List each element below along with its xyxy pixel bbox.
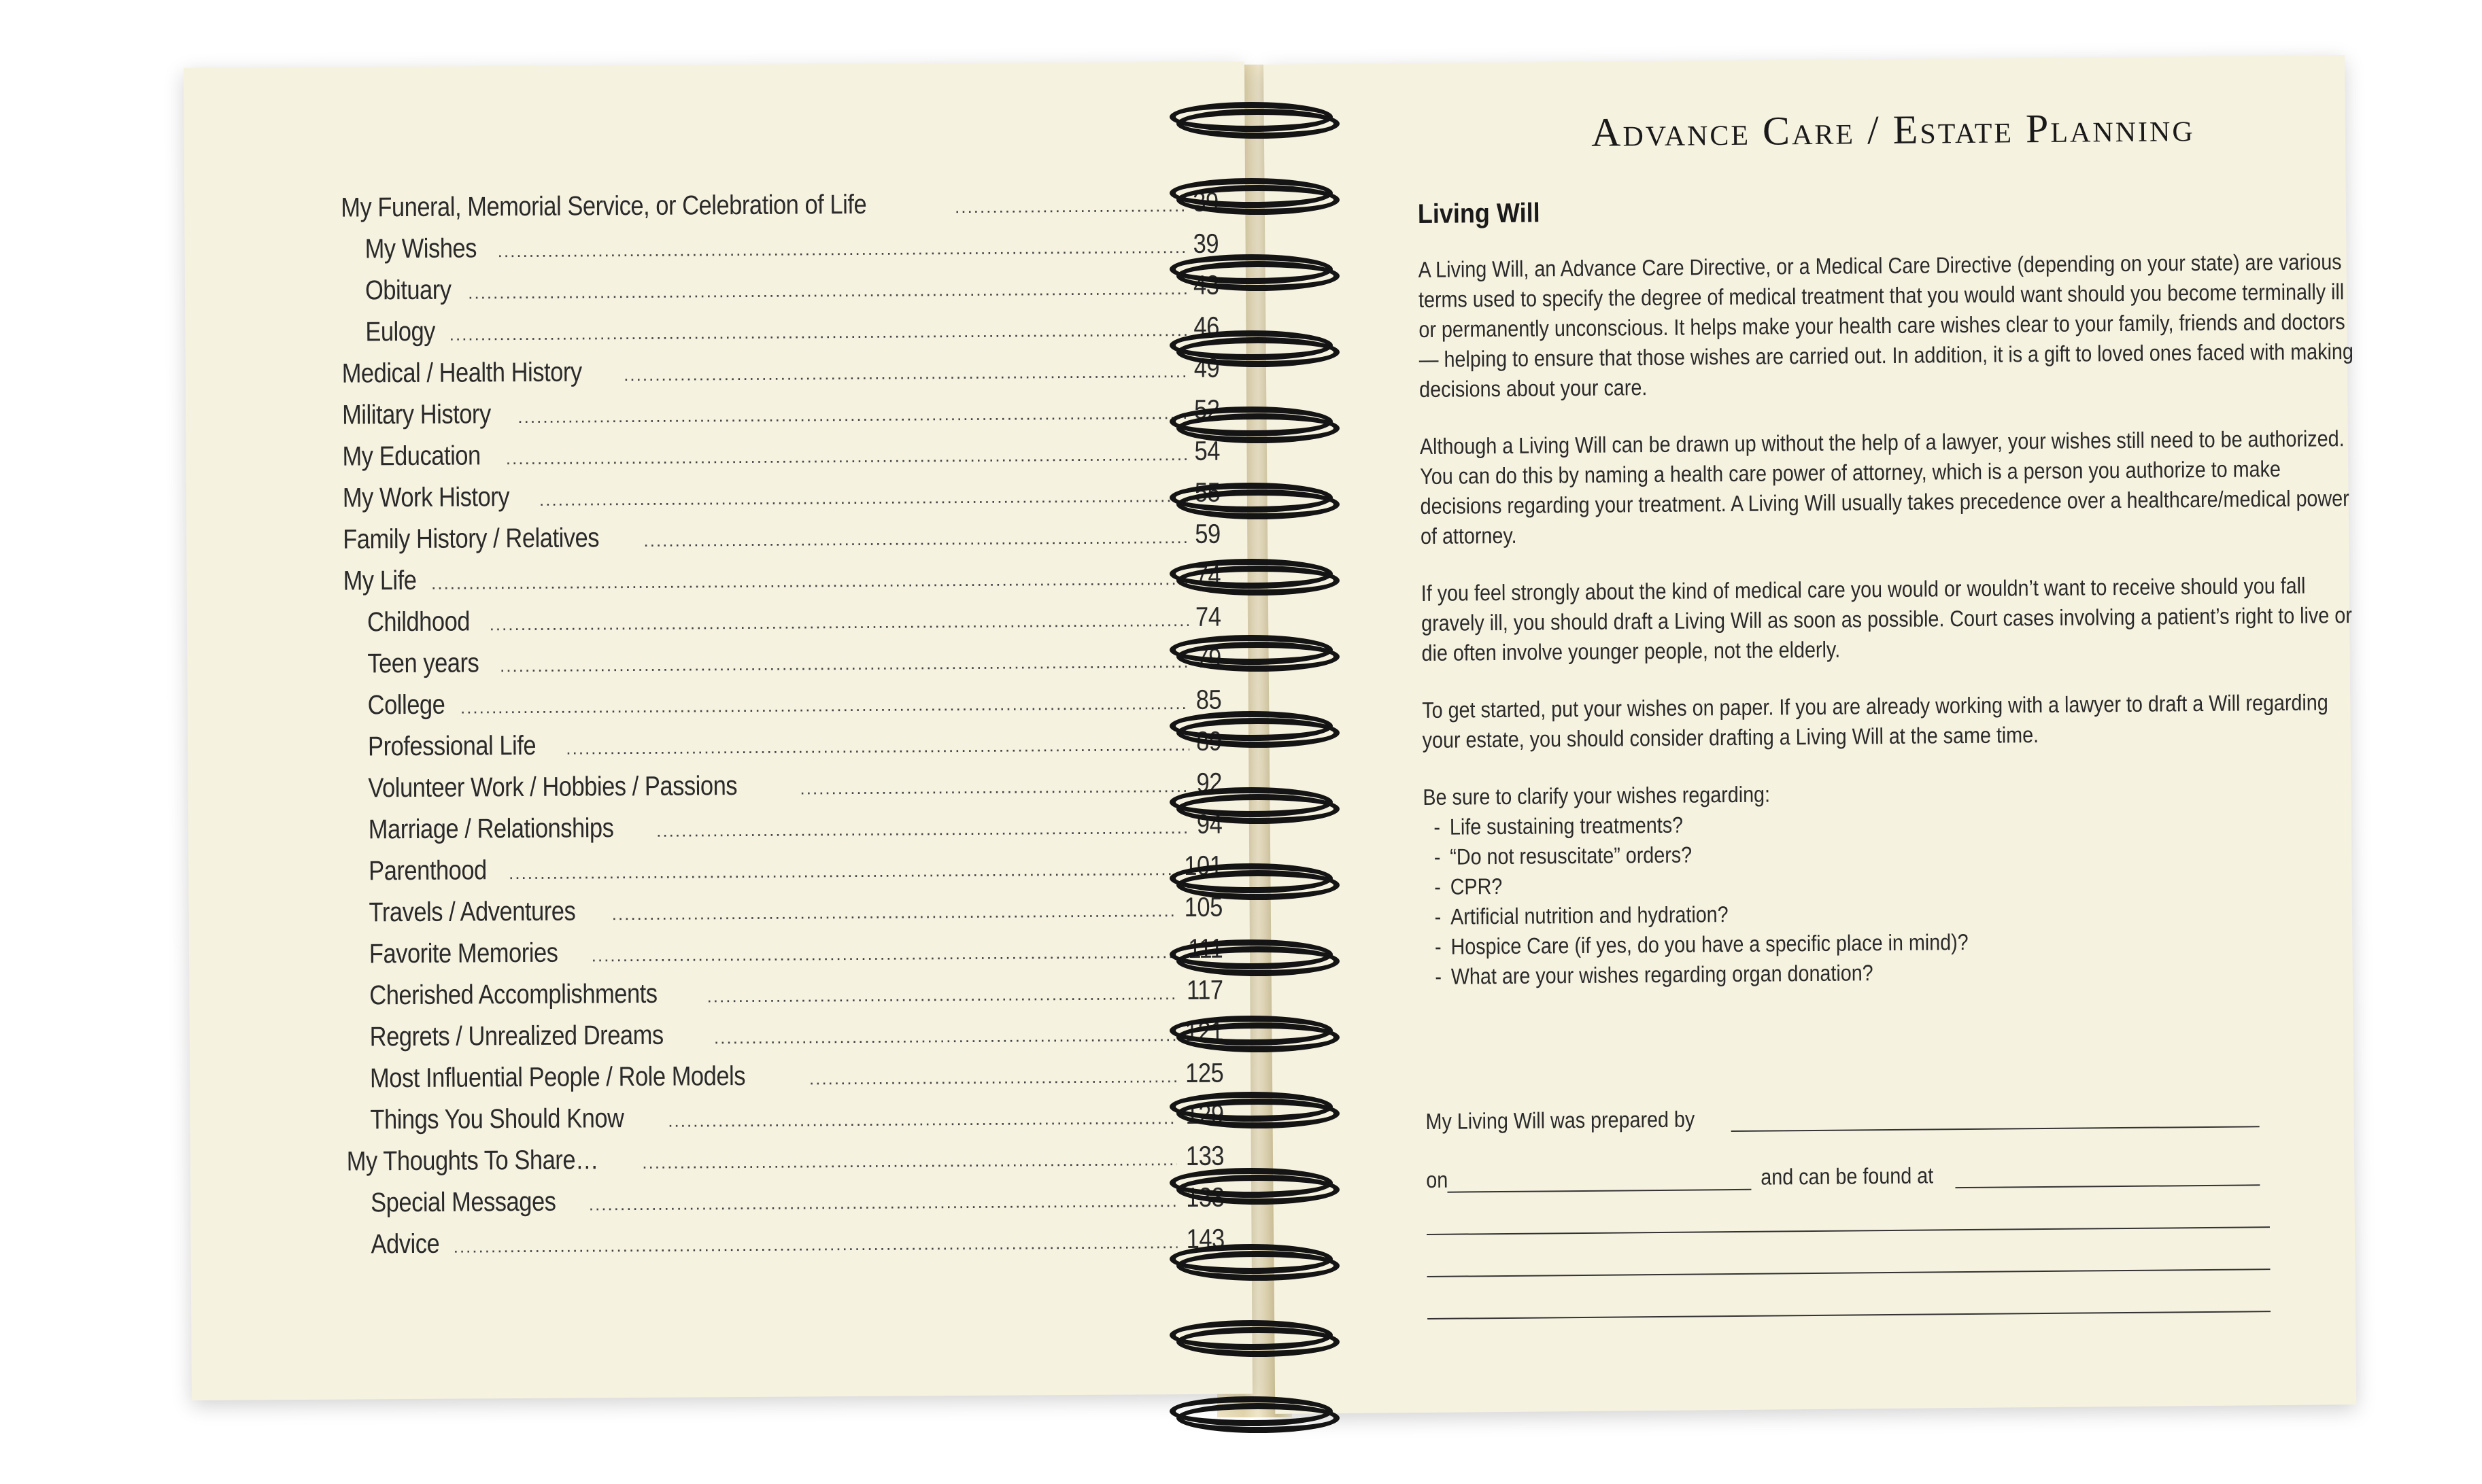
spiral-coil [1170, 1320, 1340, 1356]
toc-leader-dots [643, 527, 1187, 551]
toc-entry-title: My Life [343, 565, 417, 596]
toc-leader-dots [500, 651, 1189, 676]
list-item: - Artificial nutrition and hydration? [1424, 894, 2370, 932]
toc-entry [344, 685, 1221, 732]
toc-entry [346, 1100, 1223, 1147]
toc-entry-title: Special Messages [371, 1186, 556, 1218]
spiral-coil [1170, 330, 1340, 366]
toc-page-number: 55 [1194, 477, 1220, 508]
spiral-coil [1170, 939, 1340, 975]
toc-leader-dots [714, 1024, 1176, 1048]
toc-leader-dots [566, 734, 1189, 759]
wishes-list [1423, 804, 2371, 992]
on-label: on [1426, 1167, 1448, 1192]
toc-leader-dots [506, 444, 1187, 469]
toc-page-number: 92 [1195, 767, 1222, 798]
toc-page-number: 49 [1193, 353, 1219, 383]
spiral-coil [1170, 635, 1340, 670]
toc-page-number: 111 [1187, 933, 1223, 965]
toc-entry [342, 395, 1219, 442]
spiral-coil [1170, 787, 1340, 823]
toc-leader-dots [498, 237, 1187, 262]
list-item: - “Do not resuscitate” orders? [1423, 834, 2370, 872]
toc-entry [343, 602, 1221, 649]
toc-entry-title: My Education [342, 441, 481, 472]
toc-entry-title: Medical / Health History [341, 357, 582, 389]
toc-entry-title: Military History [341, 399, 491, 430]
toc-entry [346, 1058, 1223, 1105]
toc-entry-title: My Thoughts To Share… [346, 1145, 599, 1177]
toc-entry-title: My Work History [342, 482, 510, 513]
toc-entry-title: Favorite Memories [369, 937, 558, 969]
paragraph: A Living Will, an Advance Care Directive, or a Medical Care Directive (depending on your state) are various terms used to specify the degree of medical treatment that you would want should you become terminally ill or permanently unconscious. It helps make your health care wishes clear to your family, friends and doctors — helping to ensure that those wishes are carried out. In addition, it is a gift to loved ones faced with making decisions about your care. [1418, 249, 2353, 402]
toc-leader-dots [490, 610, 1189, 635]
location-field[interactable] [1955, 1164, 2260, 1188]
toc-page-number: 101 [1183, 850, 1223, 882]
list-item: - CPR? [1423, 864, 2370, 902]
toc-page-number: 39 [1193, 228, 1219, 259]
toc-entry [341, 188, 1218, 235]
table-of-contents [341, 188, 1225, 1271]
toc-page-number: 59 [1194, 519, 1221, 549]
toc-entry-title: Marriage / Relationships [368, 813, 614, 845]
spiral-coil [1170, 1168, 1340, 1203]
toc-entry [345, 976, 1223, 1022]
date-field[interactable] [1447, 1169, 1752, 1193]
toc-entry [341, 312, 1219, 359]
toc-entry-title: Regrets / Unrealized Dreams [369, 1020, 664, 1052]
right-page-living-will [1263, 55, 2356, 1414]
toc-entry [341, 271, 1219, 317]
toc-leader-dots [656, 817, 1189, 842]
list-item: - What are your wishes regarding organ donation? [1425, 954, 2371, 992]
body-text [1418, 247, 2370, 992]
paragraph: If you feel strongly about the kind of medical care you would or wouldn’t want to receive should you fall gravely ill, you should draft a Living Will as soon as possible. Court cases involving a patient’s right to live or die often involve younger people, not the elderly. [1421, 572, 2352, 666]
toc-leader-dots [454, 1232, 1178, 1258]
toc-leader-dots [589, 1190, 1177, 1215]
toc-entry-title: College [367, 689, 445, 721]
spiral-coil [1170, 559, 1340, 594]
toc-entry [347, 1224, 1224, 1271]
left-page-table-of-contents [184, 61, 1253, 1400]
toc-page-number: 54 [1193, 436, 1220, 466]
toc-entry [342, 353, 1219, 400]
toc-entry-title: Teen years [367, 648, 479, 679]
toc-leader-dots [642, 1149, 1176, 1173]
toc-page-number: 43 [1193, 270, 1219, 300]
paragraph: Although a Living Will can be drawn up without the help of a lawyer, your wishes still need to be authorized. You can do this by naming a health care power of attorney, which is a person you authorize to make decisions regarding your treatment. A Living Will usually takes precedence over a healthcare/medical power of attorney. [1419, 426, 2349, 549]
toc-entry [346, 1017, 1223, 1064]
toc-entry-title: Cherished Accomplishments [369, 978, 658, 1011]
toc-entry-title: Most Influential People / Role Models [369, 1060, 746, 1094]
toc-entry-title: My Wishes [364, 233, 477, 264]
blank-line[interactable] [1427, 1228, 2270, 1277]
toc-entry-title: Parenthood [369, 855, 487, 886]
toc-entry [343, 519, 1220, 566]
toc-entry-title: Family History / Relatives [343, 523, 600, 555]
toc-page-number: 52 [1193, 394, 1220, 425]
spiral-coil [1170, 863, 1340, 899]
toc-entry-title: Volunteer Work / Hobbies / Passions [368, 771, 738, 804]
toc-entry [345, 851, 1222, 898]
living-will-form [1425, 1069, 2271, 1319]
toc-entry [343, 478, 1220, 525]
toc-leader-dots [955, 195, 1186, 218]
toc-leader-dots [509, 859, 1175, 884]
toc-entry-title: Childhood [367, 606, 471, 638]
found-at-label: and can be found at [1761, 1162, 1934, 1190]
spiral-coil [1170, 1092, 1340, 1127]
toc-leader-dots [539, 485, 1188, 511]
toc-leader-dots [592, 942, 1180, 966]
toc-leader-dots [449, 320, 1187, 345]
toc-entry [345, 934, 1223, 981]
prepared-by-line [1425, 1069, 2269, 1135]
toc-page-number: 74 [1195, 602, 1221, 632]
toc-entry [345, 893, 1222, 939]
toc-entry [347, 1141, 1224, 1188]
toc-page-number: 94 [1196, 809, 1222, 840]
toc-entry-title: Professional Life [367, 730, 537, 762]
toc-page-number: 85 [1195, 685, 1221, 715]
toc-entry [344, 768, 1221, 815]
spiral-coil [1170, 254, 1340, 290]
toc-leader-dots [612, 900, 1176, 925]
toc-page-number: 117 [1186, 975, 1223, 1006]
blank-line[interactable] [1427, 1270, 2271, 1319]
toc-entry-title: Things You Should Know [370, 1103, 624, 1135]
toc-leader-dots [668, 1107, 1176, 1132]
toc-entry [345, 810, 1222, 857]
spiral-coil [1170, 483, 1340, 518]
spiral-coil [1170, 711, 1340, 746]
spiral-coil [1170, 407, 1340, 442]
spiral-coil [1170, 1016, 1340, 1051]
toc-page-number: 129 [1185, 1099, 1224, 1131]
toc-leader-dots [517, 402, 1187, 428]
toc-leader-dots [800, 776, 1189, 799]
list-item: - Hospice Care (if yes, do you have a specific place in mind)? [1424, 924, 2370, 962]
toc-entry [342, 436, 1219, 483]
toc-page-number: 121 [1185, 1016, 1223, 1048]
toc-entry-title: My Funeral, Memorial Service, or Celebration of Life [341, 189, 867, 223]
toc-page-number: 89 [1195, 726, 1222, 757]
prepared-by-label: My Living Will was prepared by [1425, 1106, 1695, 1134]
toc-page-number: 133 [1185, 1141, 1224, 1172]
spiral-coil [1170, 178, 1340, 213]
toc-page-number: 125 [1185, 1058, 1224, 1089]
spiral-coil [1170, 1244, 1340, 1279]
paragraph: To get started, put your wishes on paper. If you are already working with a lawyer to draft a Will regarding your estate, you should consider drafting a Living Will at the same time. [1422, 689, 2328, 753]
toc-leader-dots [460, 693, 1189, 719]
section-heading: Living Will [1417, 198, 1540, 230]
toc-entry-title: Travels / Adventures [369, 896, 576, 928]
page-title: Advance Care / Estate Planning [1591, 105, 2195, 155]
toc-entry [344, 727, 1221, 774]
clarify-intro: Be sure to clarify your wishes regarding: [1423, 781, 1771, 810]
toc-entry [347, 1183, 1224, 1230]
toc-leader-dots [809, 1066, 1176, 1089]
toc-page-number: 39 [1192, 187, 1219, 218]
prepared-by-field[interactable] [1731, 1105, 2259, 1132]
date-location-line [1426, 1127, 2270, 1193]
toc-entry-title: Advice [371, 1228, 440, 1260]
spiral-coil [1170, 1396, 1340, 1432]
toc-entry [341, 229, 1218, 276]
toc-page-number: 133 [1185, 1182, 1225, 1213]
toc-leader-dots [431, 568, 1188, 594]
toc-page-number: 105 [1184, 892, 1223, 923]
toc-leader-dots [624, 361, 1187, 385]
toc-leader-dots [707, 983, 1178, 1007]
spiral-coil [1170, 102, 1340, 137]
toc-entry [343, 561, 1220, 608]
toc-page-number: 143 [1186, 1224, 1225, 1255]
toc-entry [343, 644, 1221, 691]
list-item: - Life sustaining treatments? [1423, 804, 2370, 842]
toc-entry-title: Eulogy [365, 316, 436, 347]
toc-leader-dots [468, 278, 1186, 303]
toc-entry-title: Obituary [364, 275, 452, 306]
toc-page-number: 74 [1195, 560, 1221, 591]
toc-page-number: 46 [1193, 311, 1219, 342]
blank-line[interactable] [1426, 1186, 2269, 1235]
toc-page-number: 79 [1195, 643, 1221, 674]
